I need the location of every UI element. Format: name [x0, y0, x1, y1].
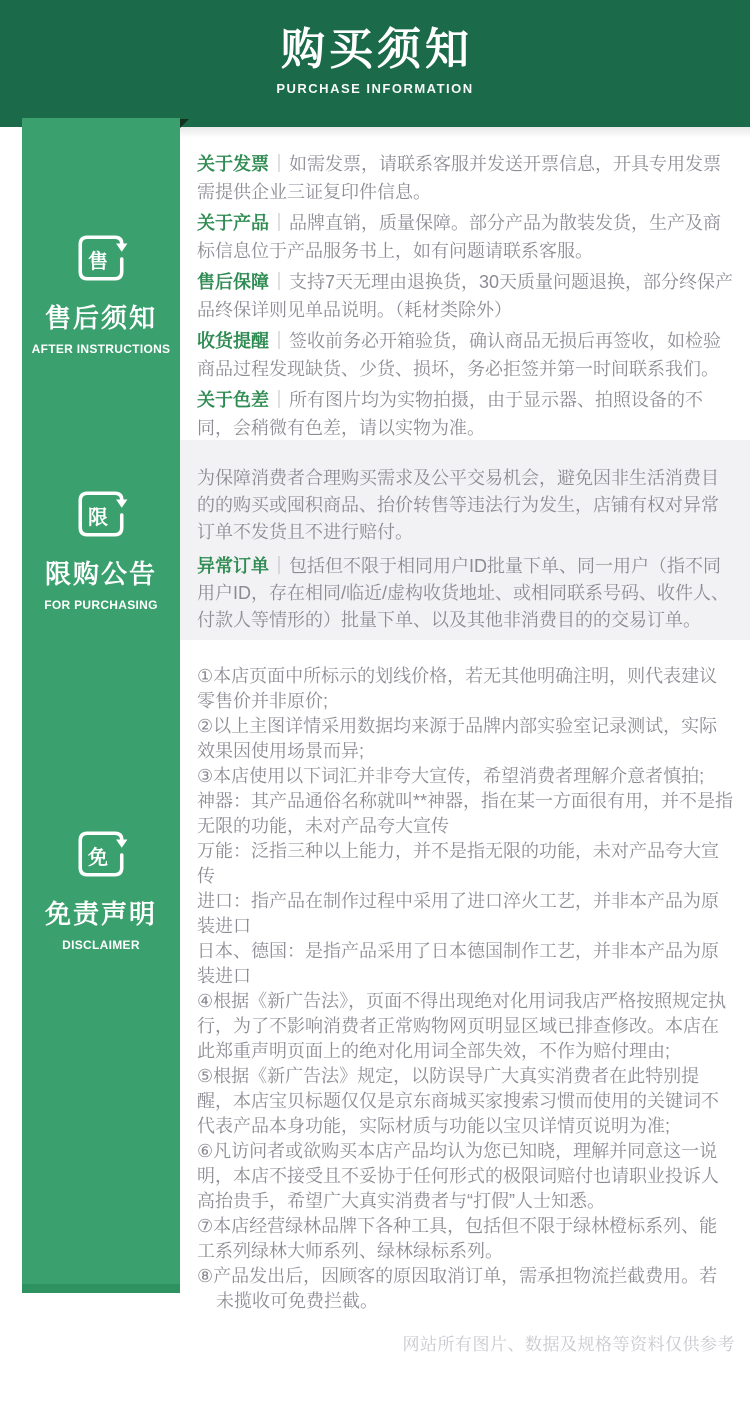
refresh-square-icon [73, 826, 129, 882]
icon-character: 售 [88, 250, 108, 273]
paragraph-text: 包括但不限于相同用户ID批量下单、同一用户（指不同用户ID，存在相同/临近/虚构收货地址、或相同联系号码、收件人、付款人等情形的）批量下单、以及其他非消费目的的交易订单。 [197, 556, 729, 630]
sidebar-section [22, 486, 180, 612]
sidebar-section-subtitle: DISCLAIMER [62, 938, 140, 952]
disclaimer-item: ④根据《新广告法》，页面不得出现绝对化用词我店严格按照规定执行，为了不影响消费者正常购物网页明显区域已排查修改。本店在此郑重声明页面上的绝对化用词全部失效，不作为赔付理由; [197, 991, 727, 1061]
sidebar-section-title: 限购公告 [44, 559, 157, 589]
footer-note: 网站所有图片、数据及规格等资料仅供参考 [402, 1335, 735, 1354]
icon-character: 限 [88, 506, 108, 529]
abnormal-order-paragraph [197, 553, 735, 634]
content-column [180, 127, 750, 1355]
sidebar-section [22, 826, 180, 952]
paragraph-text: 签收前务必开箱验货，确认商品无损后再签收，如检验商品过程发现缺货、少货、损坏，务必拒签并第一时间联系我们。 [197, 331, 721, 379]
label-divider: ｜ [270, 154, 288, 174]
disclaimer-item: 神器：其产品通俗名称就叫**神器，指在某一方面很有用，并不是指无限的功能，未对产品夸大宣传 [197, 791, 734, 836]
notice-paragraph [197, 268, 735, 324]
icon-character: 免 [88, 846, 108, 869]
notice-paragraph [197, 327, 735, 383]
sidebar-section-subtitle: AFTER INSTRUCTIONS [31, 342, 171, 356]
sidebar-section-title: 售后须知 [44, 303, 157, 333]
disclaimer-section [180, 640, 750, 1355]
paragraph-text: 支持7天无理由退换货，30天质量问题退换，部分终保产品终保详则见单品说明。（耗材类除外） [197, 272, 734, 320]
disclaimer-item: ②以上主图详情采用数据均来源于品牌内部实验室记录测试，实际效果因使用场景而异; [197, 716, 718, 761]
paragraph-text: 品牌直销，质量保障。部分产品为散装发货，生产及商标信息位于产品服务书上，如有问题请联系客服。 [197, 213, 721, 261]
notice-paragraph [197, 150, 735, 206]
disclaimer-item: 万能：泛指三种以上能力，并不是指无限的功能，未对产品夸大宣传 [197, 841, 719, 886]
page-subtitle: PURCHASE INFORMATION [276, 81, 474, 97]
refresh-square-icon [73, 486, 129, 542]
label-divider: ｜ [270, 390, 288, 410]
notice-paragraph [197, 386, 735, 442]
label-divider: ｜ [270, 331, 288, 351]
disclaimer-item: ⑥凡访问者或欲购买本店产品均认为您已知晓，理解并同意这一说明，本店不接受且不妥协于任何形式的极限词赔付也请职业投诉人高抬贵手，希望广大真实消费者与“打假”人士知悉。 [197, 1141, 719, 1211]
sidebar-section-subtitle: FOR PURCHASING [44, 598, 158, 612]
label-divider: ｜ [270, 213, 288, 233]
paragraph-text: 如需发票，请联系客服并发送开票信息，开具专用发票需提供企业三证复印件信息。 [197, 154, 721, 202]
paragraph-label: 售后保障 [197, 272, 269, 292]
disclaimer-item: ③本店使用以下词汇并非夸大宣传，希望消费者理解介意者慎拍; [197, 766, 705, 786]
paragraph-label: 异常订单 [197, 556, 269, 576]
purchase-limit-section [180, 440, 750, 640]
sidebar-corner-notch [180, 119, 189, 128]
sidebar-section-title: 免责声明 [44, 899, 157, 929]
page-header [0, 0, 750, 127]
sidebar [22, 118, 180, 1293]
disclaimer-items [197, 664, 735, 1314]
label-divider: ｜ [270, 272, 288, 292]
notice-paragraph [197, 209, 735, 265]
after-sales-section [180, 127, 750, 440]
paragraph-text: 所有图片均为实物拍摄，由于显示器、拍照设备的不同，会稍微有色差，请以实物为准。 [197, 390, 703, 438]
paragraph-label: 关于色差 [197, 390, 269, 410]
sidebar-sections [22, 118, 180, 1293]
disclaimer-item: 进口：指产品在制作过程中采用了进口淬火工艺，并非本产品为原装进口 [197, 891, 719, 936]
disclaimer-item: 日本、德国：是指产品采用了日本德国制作工艺，并非本产品为原装进口 [197, 941, 719, 986]
paragraph-label: 关于产品 [197, 213, 269, 233]
paragraph-label: 收货提醒 [197, 331, 269, 351]
label-divider: ｜ [270, 556, 288, 576]
disclaimer-item: ⑦本店经营绿林品牌下各种工具，包括但不限于绿林橙标系列、能工系列绿林大师系列、绿林绿标系列。 [197, 1216, 718, 1261]
page-title: 购买须知 [281, 25, 473, 74]
limit-intro-paragraph: 为保障消费者合理购买需求及公平交易机会，避免因非生活消费目的的购买或囤积商品、抬价转售等违法行为发生，店铺有权对异常订单不发货且不进行赔付。 [197, 468, 719, 542]
disclaimer-item: ①本店页面中所标示的划线价格，若无其他明确注明，则代表建议零售价并非原价; [197, 666, 718, 711]
disclaimer-item: ⑤根据《新广告法》规定，以防误导广大真实消费者在此特别提醒，本店宝贝标题仅仅是京东商城买家搜索习惯而使用的关键词不代表产品本身功能，实际材质与功能以宝贝详情页说明为准; [197, 1066, 719, 1136]
sidebar-section [22, 230, 180, 356]
disclaimer-item: ⑧产品发出后，因顾客的原因取消订单，需承担物流拦截费用。若未揽收可免费拦截。 [197, 1266, 718, 1311]
refresh-square-icon [73, 230, 129, 286]
paragraph-label: 关于发票 [197, 154, 269, 174]
